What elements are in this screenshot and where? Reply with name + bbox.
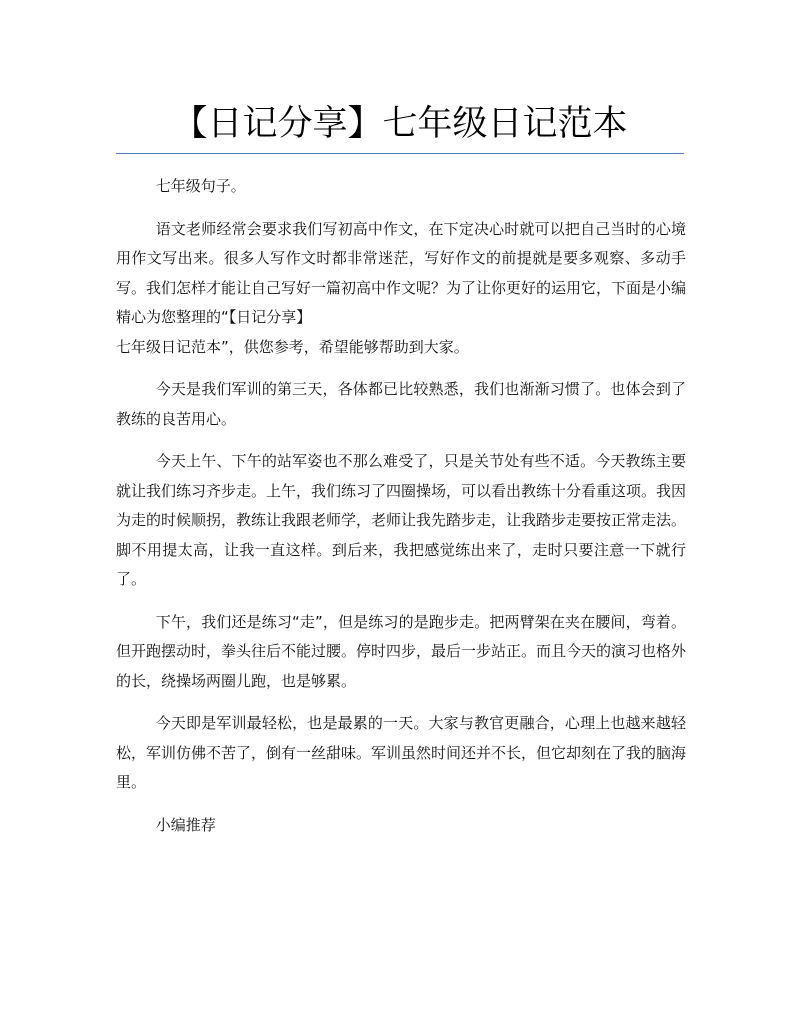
document-title: 【日记分享】七年级日记范本 <box>172 104 628 144</box>
paragraph-afternoon: 下午，我们还是练习“走”，但是练习的是跑步走。把两臂架在夹在腰间，弯着。但开跑摆动时，拳头往后不能过腰。停时四步，最后一步站正。而且今天的演习也格外的长，绕操场两圈儿跑，也是够累。 <box>116 612 687 690</box>
paragraph-day3: 今天是我们军训的第三天，各体都已比较熟悉，我们也渐渐习惯了。也体会到了教练的良苦用心。 <box>116 380 686 428</box>
document-body <box>116 172 686 853</box>
intro-heading: 七年级句子。 <box>155 177 246 195</box>
intro-paragraph <box>116 215 686 363</box>
paragraph-easiest-day: 今天即是军训最轻松，也是最累的一天。大家与教官更融合，心理上也越来越轻松，军训仿佛不苦了，倒有一丝甜味。军训虽然时间还并不长，但它却刻在了我的脑海里。 <box>116 714 687 791</box>
intro-paragraph-part1: 语文老师经常会要求我们写初高中作文，在下定决心时就可以把自己当时的心境用作文写出来。很多人写作文时都非常迷茫，写好作文的前提就是要多观察、多动手写。我们怎样才能让自己写好一篇初高中作文呢？为了让你更好的运用它，下面是小编精心为您整理的“【日记分享】 <box>116 219 687 326</box>
recommend-label: 小编推荐 <box>155 815 216 834</box>
title-divider <box>116 153 684 154</box>
paragraph-morning: 今天上午、下午的站军姿也不那么难受了，只是关节处有些不适。今天教练主要就让我们练习齐步走。上午，我们练习了四圈操场，可以看出教练十分看重这项。我因为走的时候顺拐，教练让我跟老师学，老师让我先踏步走，让我踏步走要按正常走法。脚不用提太高，让我一直这样。到后来，我把感觉练出来了，走时只要注意一下就行了。 <box>116 452 687 588</box>
intro-paragraph-part2: 七年级日记范本”，供您参考，希望能够帮助到大家。 <box>116 337 469 356</box>
